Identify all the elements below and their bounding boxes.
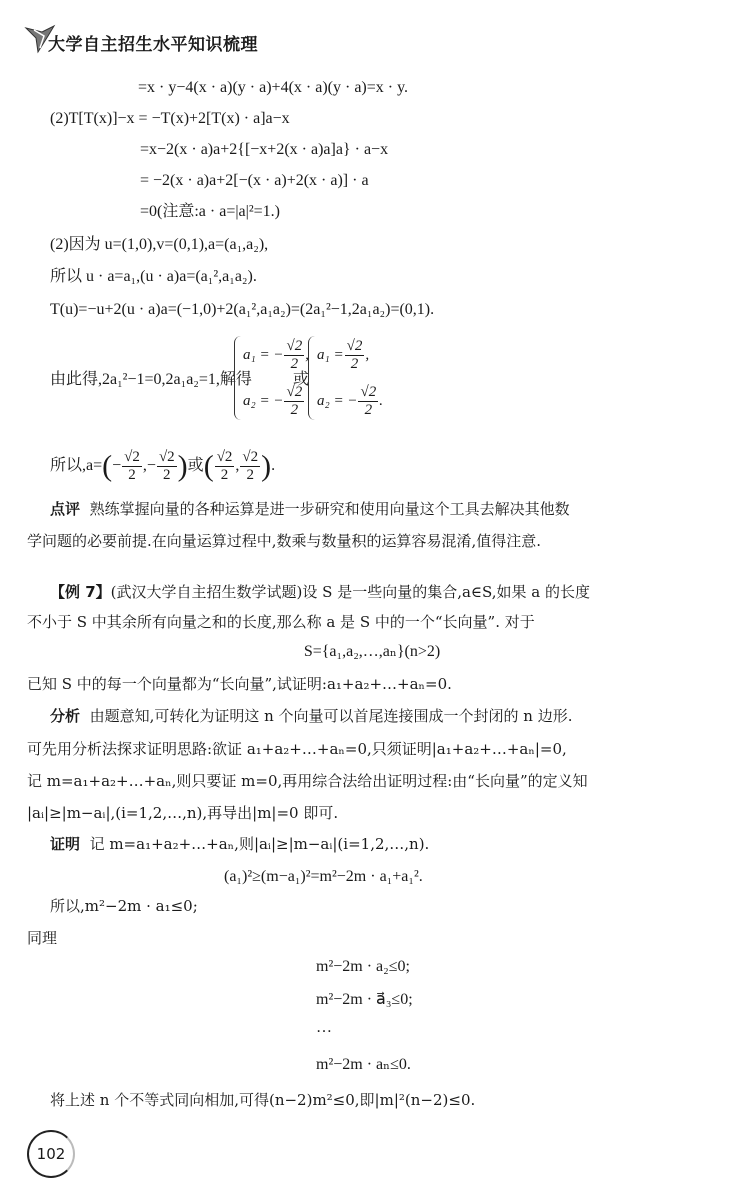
system-lhs: a₂ = − (243, 393, 284, 409)
answer-prefix: 所以,a= (50, 457, 103, 474)
fraction: $\frac{√2}{2}$ (286, 338, 303, 372)
proof-text: 记 m=a₁+a₂+…+aₙ,则|aᵢ|≥|m−aᵢ|(i=1,2,…,n). (89, 835, 430, 853)
equation-line: =x · y−4(x · a)(y · a)+4(x · a)(y · a)=x · y. (138, 79, 409, 96)
proof-label: 证明 (50, 835, 81, 853)
equation-system-2: a₁ = $\frac{√2}{2}$ , a₂ = − $\frac{√2}{2}$ . (308, 336, 315, 420)
example-text: 不小于 S 中其余所有向量之和的长度,那么称 a 是 S 中的一个“长向量”. 对于 (27, 613, 535, 631)
text-line: 所以 u · a=a₁,(u · a)a=(a₁²,a₁a₂). (50, 268, 257, 285)
system-lhs: a₂ = − (317, 393, 358, 409)
analysis-text: 由题意知,可转化为证明这 n 个向量可以首尾连接围成一个封闭的 n 边形. (89, 707, 573, 725)
fraction: $\frac{√2}{2}$ (360, 384, 377, 418)
fraction: $\frac{√2}{2}$ (216, 448, 233, 483)
proof-text: 将上述 n 个不等式同向相加,可得(n−2)m²≤0,即|m|²(n−2)≤0. (50, 1091, 476, 1109)
text-line: (2)因为 u=(1,0),v=(0,1),a=(a₁,a₂), (50, 236, 269, 253)
answer-line: 所以,a=(− $\frac{√2}{2}$ ,− $\frac{√2}{2}$ )或( $\frac{√2}{2}$ , $\frac{√2}{2}$ ). (50, 448, 276, 483)
analysis-text: |aᵢ|≥|m−aᵢ|,(i=1,2,…,n),再导出|m|=0 即可. (27, 804, 339, 822)
analysis-text: 可先用分析法探求证明思路:欲证 a₁+a₂+…+aₙ=0,只须证明|a₁+a₂+…+aₙ|=0, (27, 740, 567, 758)
fraction: $\frac{√2}{2}$ (124, 448, 140, 483)
equation-line: =0(注意:a · a=|a|²=1.) (140, 203, 281, 220)
fraction: $\frac{√2}{2}$ (242, 448, 259, 483)
review-text: 熟练掌握向量的各种运算是进一步研究和使用向量这个工具去解决其他数 (89, 500, 570, 518)
inequality-line: m²−2m · aₙ≤0. (316, 1056, 411, 1073)
equation-line: T(u)=−u+2(u · a)a=(−1,0)+2(a₁²,a₁a₂)=(2a₁²−1,2a₁a₂)=(0,1). (50, 301, 435, 318)
running-header: 大学自主招生水平知识梳理 (48, 35, 258, 55)
fraction: $\frac{√2}{2}$ (346, 338, 363, 372)
example-text: (武汉大学自主招生数学试题)设 S 是一些向量的集合,a∈S,如果 a 的长度 (110, 583, 590, 601)
review-label: 点评 (50, 500, 81, 518)
fraction: $\frac{√2}{2}$ (158, 448, 175, 483)
review-text: 学问题的必要前提.在向量运算过程中,数乘与数量积的运算容易混淆,值得注意. (27, 532, 542, 550)
set-definition: S={a₁,a₂,…,aₙ}(n>2) (303, 643, 441, 660)
fraction: $\frac{√2}{2}$ (286, 384, 303, 418)
inequality-line: m²−2m · a₂≤0; (316, 958, 410, 975)
system-lhs: a₁ = − (243, 347, 284, 363)
system-lhs: a₁ = (317, 347, 344, 363)
proof-text: 所以,m²−2m · a₁≤0; (50, 897, 198, 915)
proof-text: 同理 (27, 929, 58, 947)
text-line: 由此得,2a₁²−1=0,2a₁a₂=1,解得 (50, 371, 252, 388)
example-text: 已知 S 中的每一个向量都为“长向量”,试证明:a₁+a₂+…+aₙ=0. (27, 675, 452, 693)
equation-line: = −2(x · a)a+2[−(x · a)+2(x · a)] · a (140, 172, 369, 189)
equation-line: (2)T[T(x)]−x = −T(x)+2[T(x) · a]a−x (50, 110, 290, 127)
example-label: 【例 7】 (50, 583, 111, 601)
analysis-label: 分析 (50, 707, 81, 725)
or-text: 或 (293, 371, 310, 388)
ellipsis: … (316, 1019, 332, 1036)
inequality-line: m²−2m · a⃗₃≤0; (316, 991, 413, 1008)
equation-line: =x−2(x · a)a+2{[−x+2(x · a)a]a} · a−x (140, 141, 389, 158)
page-number: 102 (27, 1130, 75, 1178)
equation-system-1: a₁ = − $\frac{√2}{2}$ , a₂ = − $\frac{√2}{2}$ (234, 336, 241, 420)
equation-line: (a₁)²≥(m−a₁)²=m²−2m · a₁+a₁². (224, 868, 423, 885)
analysis-text: 记 m=a₁+a₂+…+aₙ,则只要证 m=0,再用综合法给出证明过程:由“长向量”的定义知 (27, 772, 588, 790)
